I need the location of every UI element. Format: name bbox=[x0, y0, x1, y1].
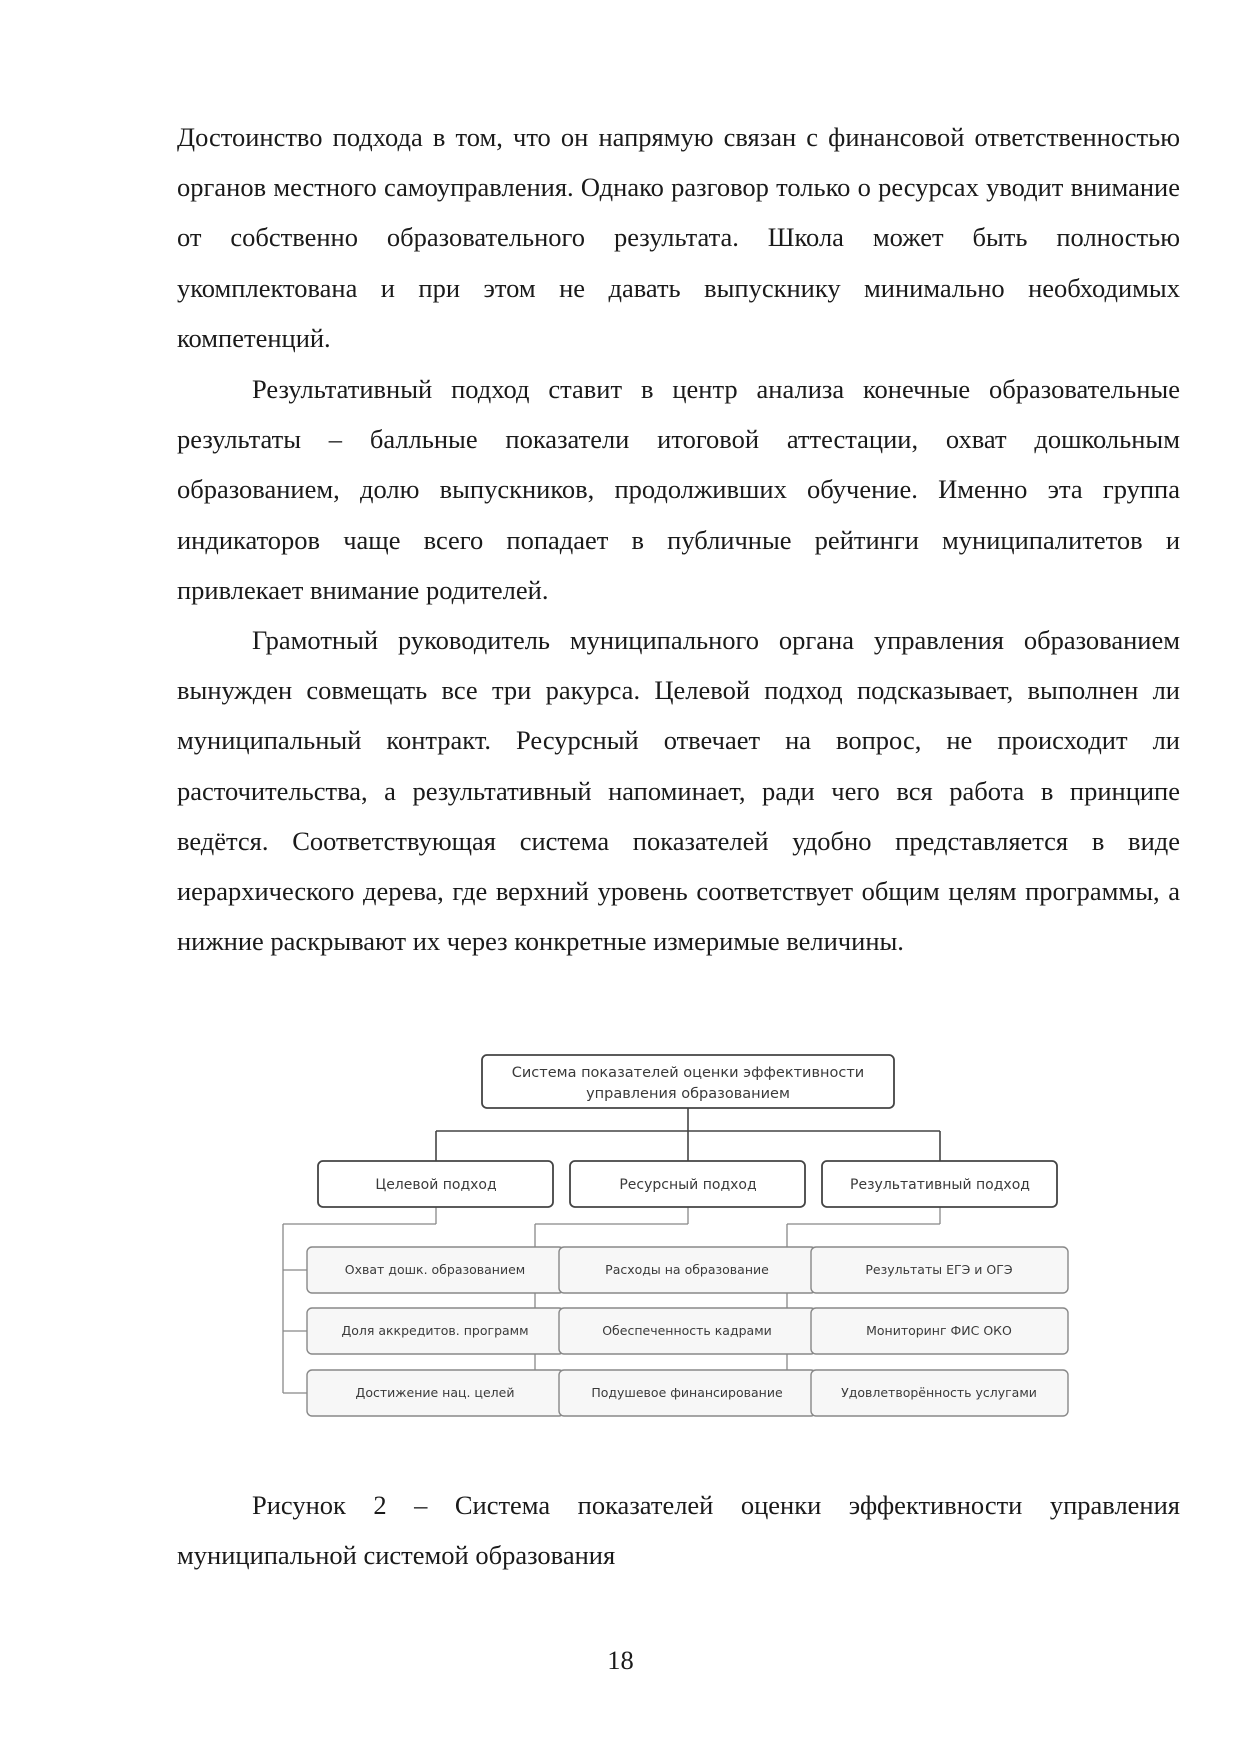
leaf-node bbox=[559, 1308, 816, 1354]
figure-caption: Рисунок 2 – Система показателей оценки эффективности управления муниципальной системой образования bbox=[177, 1490, 1180, 1571]
leaf-label: Расходы на образование bbox=[605, 1262, 769, 1277]
leaf-label: Удовлетворённость услугами bbox=[841, 1385, 1037, 1400]
paragraph: Результативный подход ставит в центр анализа конечные образовательные результаты – балльные показатели итоговой аттестации, охват дошкольным образованием, долю выпускников, продолживших обучение. Именно эта группа индикаторов чаще всего попадает в публичные рейтинги муниципалитетов и привлекает внимание родителей. bbox=[177, 374, 1180, 605]
root-label-line2: управления образованием bbox=[586, 1086, 790, 1102]
leaf-node bbox=[559, 1370, 816, 1416]
branch-node-target bbox=[318, 1161, 553, 1207]
leaf-label: Мониторинг ФИС ОКО bbox=[866, 1323, 1012, 1338]
leaf-node bbox=[811, 1308, 1068, 1354]
leaf-connectors bbox=[283, 1207, 940, 1393]
paragraph: Грамотный руководитель муниципального органа управления образованием вынужден совмещать все три ракурса. Целевой подход подсказывает, выполнен ли муниципальный контракт. Ресурсный отвечает на вопрос, не происходит ли расточительства, а результативный напоминает, ради чего вся работа в принципе ведётся. Соответствующая система показателей удобно представляется в виде иерархического дерева, где верхний уровень соответствует общим целям программы, а нижние раскрывают их через конкретные измеримые величины. bbox=[177, 625, 1180, 957]
leaf-node bbox=[307, 1370, 564, 1416]
branch-label: Результативный подход bbox=[850, 1177, 1030, 1193]
root-label-line1: Система показателей оценки эффективности bbox=[511, 1065, 865, 1081]
leaf-label: Результаты ЕГЭ и ОГЭ bbox=[865, 1262, 1013, 1277]
branch-label: Целевой подход bbox=[375, 1177, 497, 1193]
leaf-label: Достижение нац. целей bbox=[355, 1385, 515, 1400]
leaf-node bbox=[307, 1247, 564, 1293]
root-connectors bbox=[436, 1108, 940, 1161]
leaf-node bbox=[811, 1370, 1068, 1416]
page-number: 18 bbox=[607, 1645, 634, 1675]
paragraph: Достоинство подхода в том, что он напрямую связан с финансовой ответственностью органов местного самоуправления. Однако разговор только о ресурсах уводит внимание от собственно образовательного результата. Школа может быть полностью укомплектована и при этом не давать выпускнику минимально необходимых компетенций. bbox=[177, 122, 1180, 353]
leaf-node bbox=[811, 1247, 1068, 1293]
leaf-node bbox=[559, 1247, 816, 1293]
branch-node-result bbox=[822, 1161, 1057, 1207]
leaf-label: Охват дошк. образованием bbox=[344, 1262, 526, 1277]
leaf-label: Подушевое финансирование bbox=[591, 1385, 783, 1400]
root-node bbox=[482, 1055, 894, 1108]
leaf-node bbox=[307, 1308, 564, 1354]
leaf-label: Обеспеченность кадрами bbox=[602, 1323, 772, 1338]
branch-label: Ресурсный подход bbox=[619, 1177, 757, 1193]
leaf-label: Доля аккредитов. программ bbox=[341, 1323, 529, 1338]
branch-node-resource bbox=[570, 1161, 805, 1207]
